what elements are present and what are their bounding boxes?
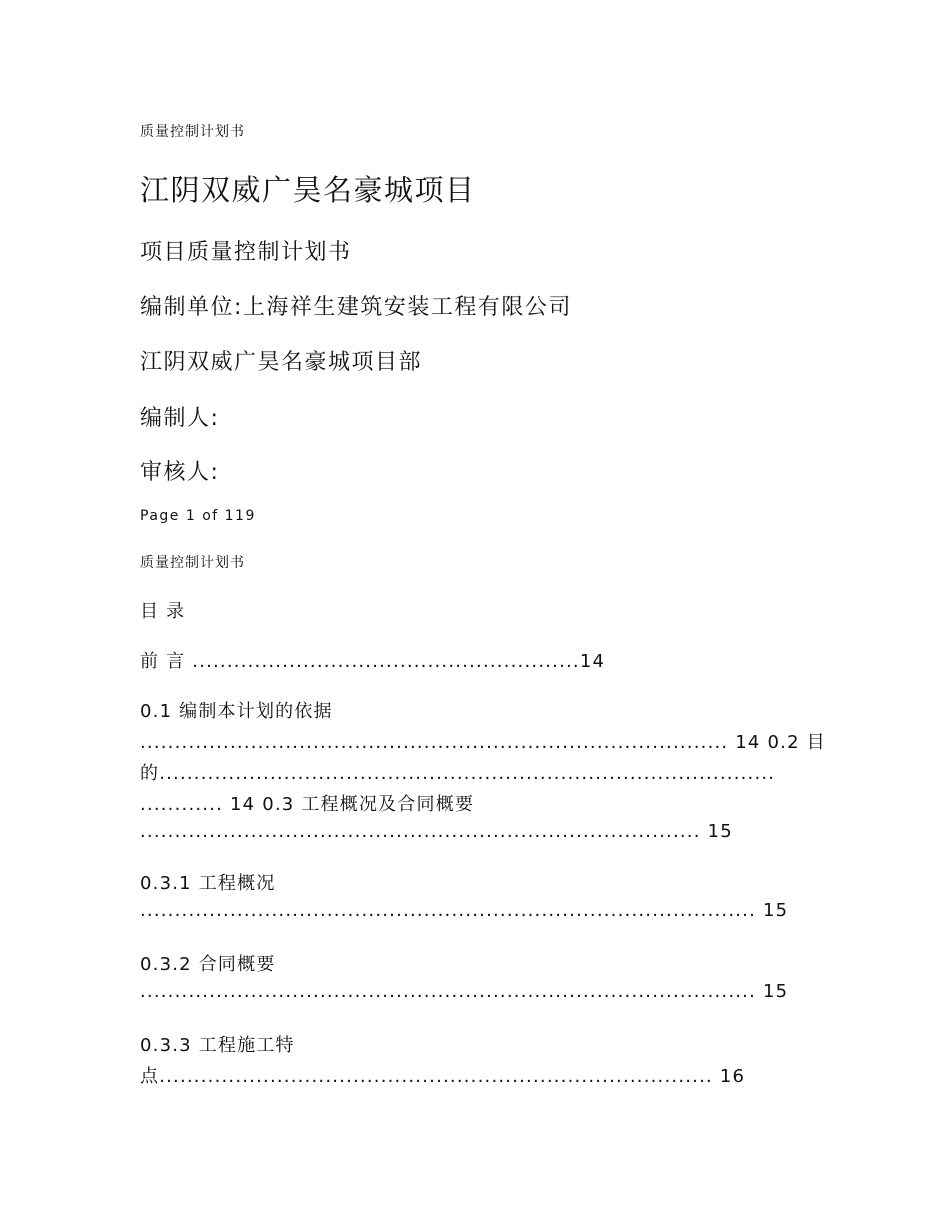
document-title: 项目质量控制计划书 <box>140 240 352 265</box>
project-department: 江阴双威广昊名豪城项目部 <box>140 350 423 375</box>
toc-line: ..................................................................................... 14 0.2 目 <box>140 732 826 753</box>
page-number: Page 1 of 119 <box>140 508 256 524</box>
author-label: 编制人: <box>140 406 220 431</box>
toc-line: ............ 14 0.3 工程概况及合同概要 <box>140 794 475 815</box>
toc-line: ......................................................................................... 15 <box>140 981 789 1002</box>
running-header-2: 质量控制计划书 <box>140 555 245 571</box>
running-header: 质量控制计划书 <box>140 124 245 140</box>
toc-line: ......................................................................................... 15 <box>140 900 789 921</box>
toc-line: 0.3.2 合同概要 <box>140 954 276 975</box>
toc-title: 目 录 <box>140 601 186 622</box>
toc-line: 0.3.3 工程施工特 <box>140 1035 295 1056</box>
project-name: 江阴双威广昊名豪城项目 <box>140 173 476 207</box>
toc-line: 0.3.1 工程概况 <box>140 873 276 894</box>
toc-line: 0.1 编制本计划的依据 <box>140 701 333 722</box>
toc-line: 前 言 ........................................................14 <box>140 651 606 672</box>
compiling-unit: 编制单位:上海祥生建筑安装工程有限公司 <box>140 295 572 320</box>
reviewer-label: 审核人: <box>140 460 220 485</box>
toc-line: 点................................................................................ 16 <box>140 1066 746 1087</box>
toc-line: ................................................................................. 15 <box>140 821 733 842</box>
toc-line: 的......................................................................................... <box>140 763 776 784</box>
